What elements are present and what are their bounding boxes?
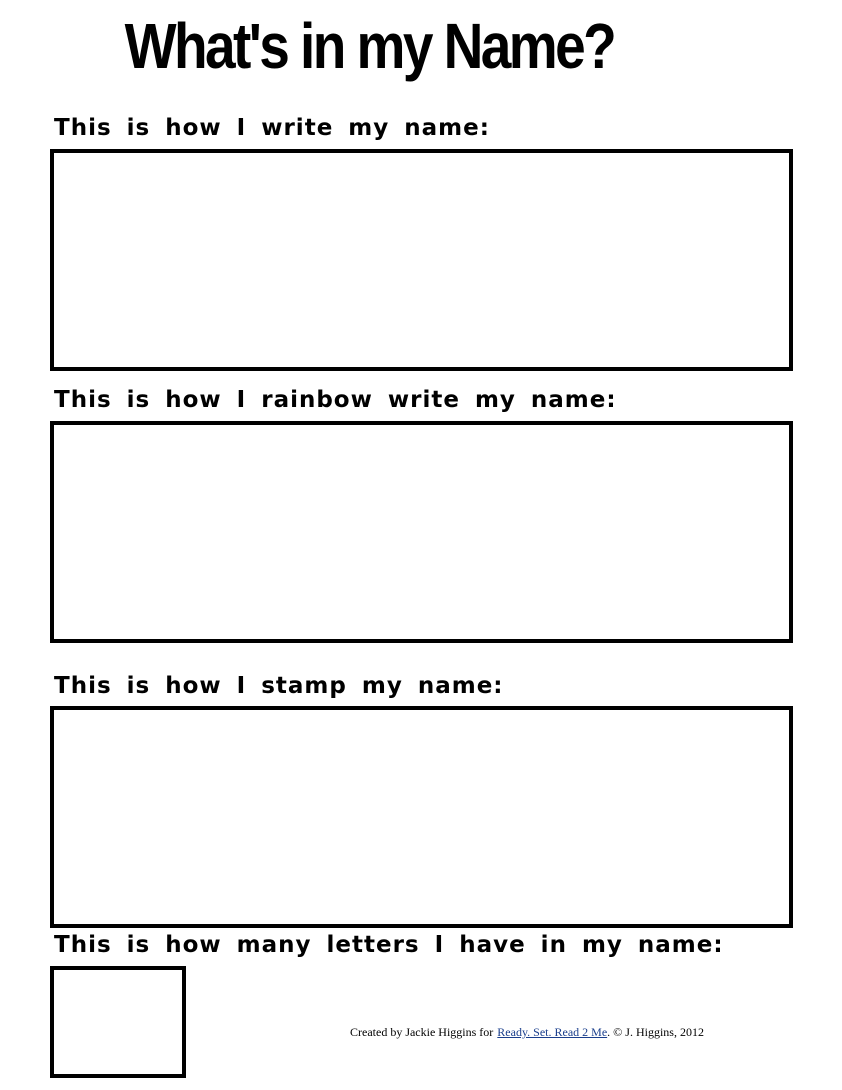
stamp-name-box[interactable] [50, 706, 793, 928]
worksheet-title: What's in my Name? [124, 10, 615, 82]
footer-credit-prefix: Created by Jackie Higgins for [350, 1025, 494, 1039]
prompt-rainbow-write-name: This is how I rainbow write my name: [54, 387, 617, 413]
footer-credit-link[interactable]: Ready. Set. Read 2 Me [497, 1025, 608, 1039]
prompt-write-name: This is how I write my name: [54, 115, 490, 141]
prompt-stamp-name: This is how I stamp my name: [54, 673, 504, 699]
footer-credit [350, 1024, 704, 1040]
rainbow-write-name-box[interactable] [50, 421, 793, 643]
letter-count-box[interactable] [50, 966, 186, 1078]
prompt-letter-count: This is how many letters I have in my name: [54, 932, 724, 958]
footer-credit-suffix: . © J. Higgins, 2012 [607, 1025, 704, 1039]
write-name-box[interactable] [50, 149, 793, 371]
